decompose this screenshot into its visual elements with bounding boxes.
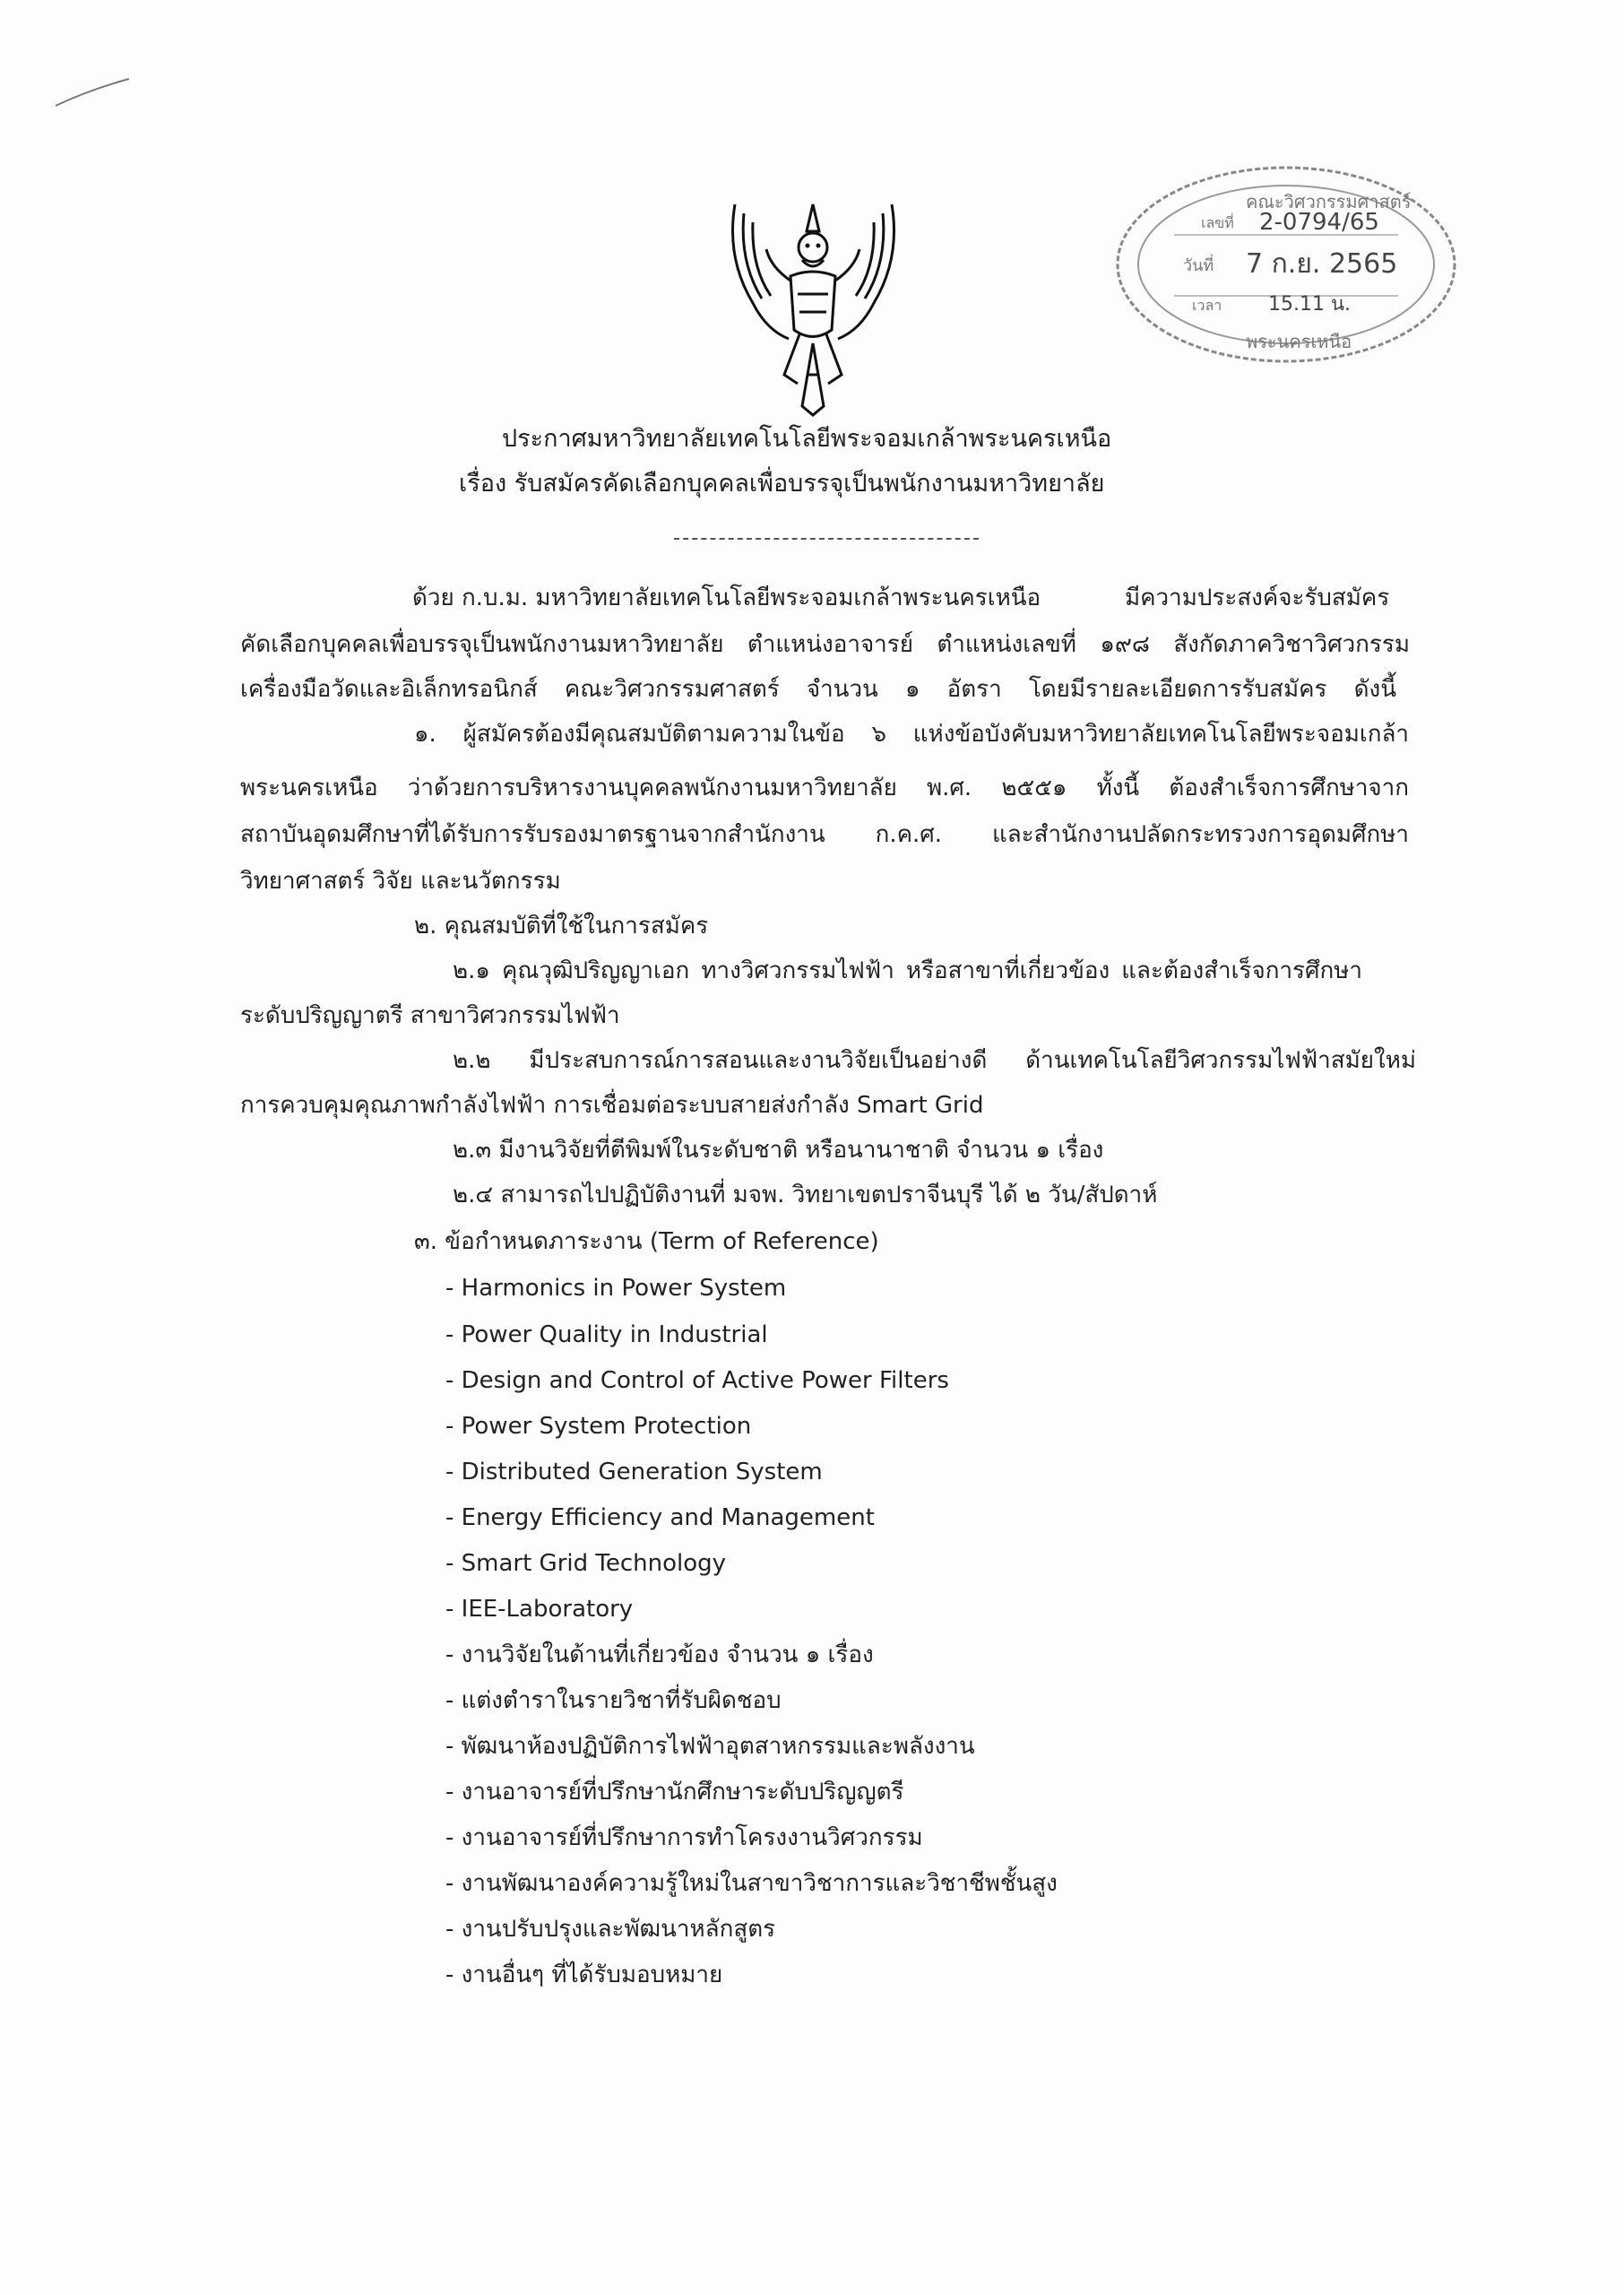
section2-item2-line2: การควบคุมคุณภาพกำลังไฟฟ้า การเชื่อมต่อระบบสายส่งกำลัง Smart Grid [240,1092,984,1119]
tor-item: - แต่งตำราในรายวิชาที่รับผิดชอบ [445,1687,782,1714]
tor-item: - งานอาจารย์ที่ปรึกษาการทำโครงงานวิศวกรรม [445,1824,923,1851]
tor-item: - Smart Grid Technology [445,1550,727,1577]
intro-line-2: คัดเลือกบุคคลเพื่อบรรจุเป็นพนักงานมหาวิทยาลัย ตำแหน่งอาจารย์ ตำแหน่งเลขที่ ๑๙๘ สังกัดภาควิชาวิศวกรรม [240,631,1410,658]
section1-line-2: พระนครเหนือ ว่าด้วยการบริหารงานบุคคลพนักงานมหาวิทยาลัย พ.ศ. ๒๕๕๑ ทั้งนี้ ต้องสำเร็จการศึกษาจาก [240,775,1409,801]
tor-item: - งานวิจัยในด้านที่เกี่ยวข้อง จำนวน ๑ เรื่อง [445,1641,874,1668]
tor-item: - งานพัฒนาองค์ความรู้ใหม่ในสาขาวิชาการและวิชาชีพชั้นสูง [445,1870,1058,1897]
stamp-number-value: 2-0794/65 [1259,209,1379,236]
intro-line-3: เครื่องมือวัดและอิเล็กทรอนิกส์ คณะวิศวกรรมศาสตร์ จำนวน ๑ อัตรา โดยมีรายละเอียดการรับสมัคร ดังนี้ [240,676,1396,703]
tor-item: - Power System Protection [445,1413,752,1440]
stamp-number-label: เลขที่ [1201,214,1234,231]
pen-stroke-mark [54,74,134,109]
tor-item: - งานปรับปรุงและพัฒนาหลักสูตร [445,1916,776,1943]
stamp-date-label: วันที่ [1183,256,1214,275]
receipt-stamp [1111,161,1461,368]
tor-item: - Power Quality in Industrial [445,1321,768,1348]
garuda-emblem-icon [717,195,910,420]
section2-item1-line2: ระดับปริญญาตรี สาขาวิศวกรรมไฟฟ้า [240,1002,620,1029]
tor-item: - Design and Control of Active Power Filters [445,1367,949,1394]
tor-item: - Harmonics in Power System [445,1275,787,1302]
section2-item2-line1: ๒.๒ มีประสบการณ์การสอนและงานวิจัยเป็นอย่างดี ด้านเทคโนโลยีวิศวกรรมไฟฟ้าสมัยใหม่ [453,1047,1416,1074]
intro-line-1b: มีความประสงค์จะรับสมัคร [1125,585,1390,611]
tor-item: - Energy Efficiency and Management [445,1504,875,1531]
tor-item: - IEE-Laboratory [445,1596,634,1623]
announcement-subject: เรื่อง รับสมัครคัดเลือกบุคคลเพื่อบรรจุเป็นพนักงานมหาวิทยาลัย [459,470,1105,498]
section2-item1-line1: ๒.๑ คุณวุฒิปริญญาเอก ทางวิศวกรรมไฟฟ้า หรือสาขาที่เกี่ยวข้อง และต้องสำเร็จการศึกษา [453,957,1362,984]
section1-line-3: สถาบันอุดมศึกษาที่ได้รับการรับรองมาตรฐานจากสำนักงาน ก.ค.ศ. และสำนักงานปลัดกระทรวงการอุดมศึกษา [240,821,1409,848]
stamp-date-value: 7 ก.ย. 2565 [1246,248,1398,280]
stamp-footer: พระนครเหนือ [1246,331,1352,352]
intro-line-1a: ด้วย ก.บ.ม. มหาวิทยาลัยเทคโนโลยีพระจอมเกล้าพระนครเหนือ [412,585,1041,611]
heading-divider [674,538,979,540]
tor-item: - Distributed Generation System [445,1459,823,1485]
section1-line-1: ๑. ผู้สมัครต้องมีคุณสมบัติตามความในข้อ ๖ แห่งข้อบังคับมหาวิทยาลัยเทคโนโลยีพระจอมเกล้า [414,721,1409,748]
tor-item: - งานอาจารย์ที่ปรึกษานักศึกษาระดับปริญญตรี [445,1779,904,1806]
section2-item3: ๒.๓ มีงานวิจัยที่ตีพิมพ์ในระดับชาติ หรือนานาชาติ จำนวน ๑ เรื่อง [453,1137,1104,1164]
tor-item: - งานอื่นๆ ที่ได้รับมอบหมาย [445,1962,723,1988]
section1-line-4: วิทยาศาสตร์ วิจัย และนวัตกรรม [240,868,561,895]
stamp-time-value: 15.11 น. [1268,293,1352,316]
section2-heading: ๒. คุณสมบัติที่ใช้ในการสมัคร [414,913,709,940]
announcement-title: ประกาศมหาวิทยาลัยเทคโนโลยีพระจอมเกล้าพระนครเหนือ [502,425,1112,453]
stamp-header: คณะวิศวกรรมศาสตร์ [1246,191,1412,212]
tor-item: - พัฒนาห้องปฏิบัติการไฟฟ้าอุตสาหกรรมและพลังงาน [445,1733,975,1760]
stamp-time-label: เวลา [1192,297,1222,314]
section3-heading: ๓. ข้อกำหนดภาระงาน (Term of Reference) [414,1228,879,1255]
section2-item4: ๒.๔ สามารถไปปฏิบัติงานที่ มจพ. วิทยาเขตปราจีนบุรี ได้ ๒ วัน/สัปดาห์ [453,1182,1158,1208]
